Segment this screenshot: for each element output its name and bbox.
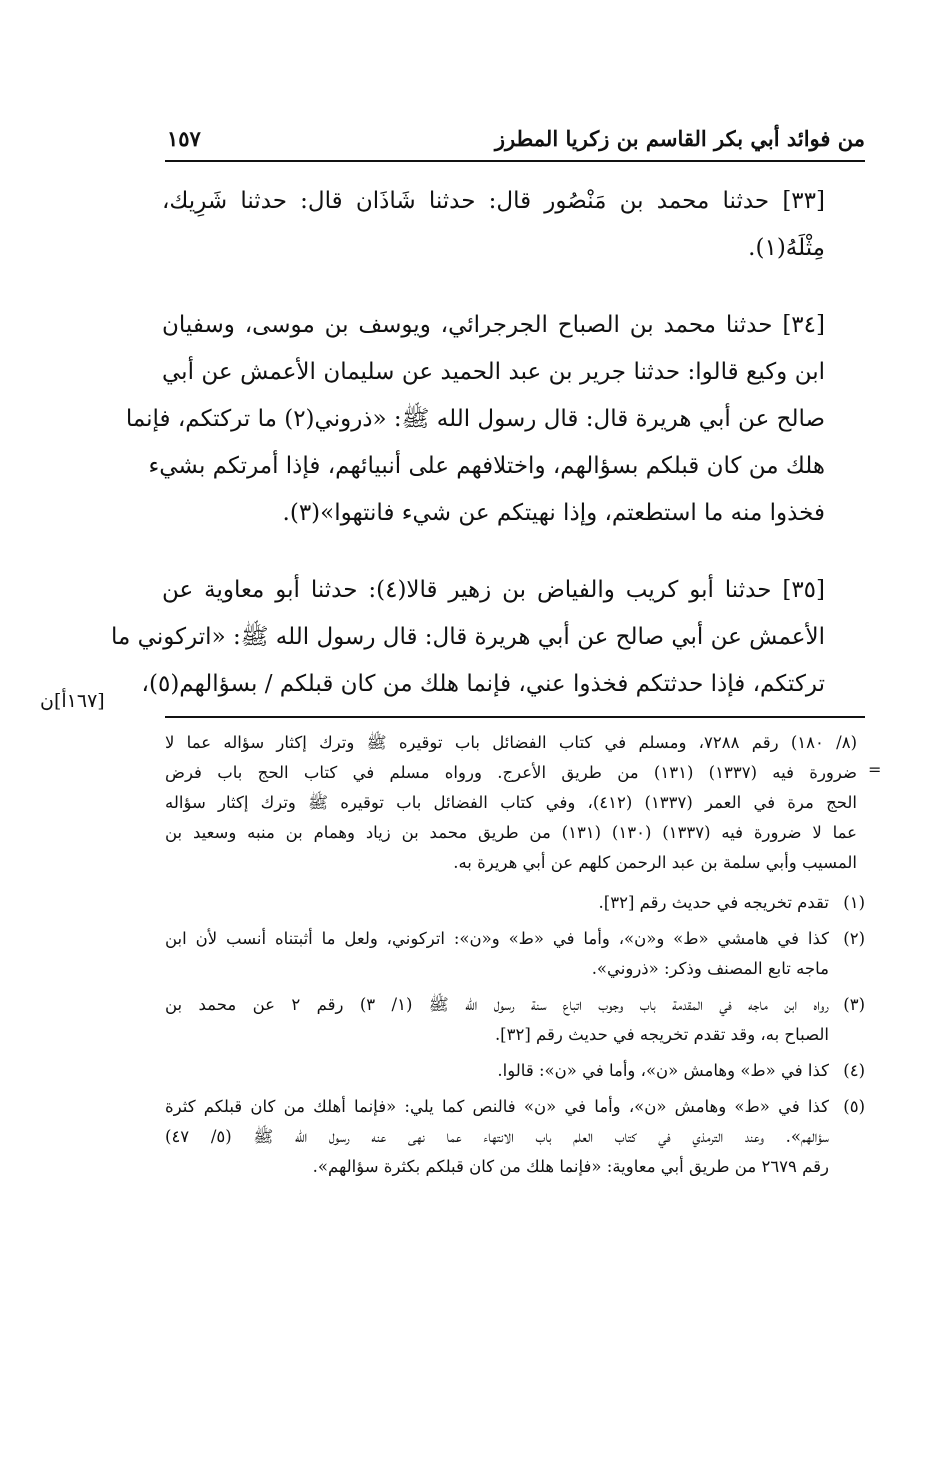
footnote-text — [165, 1092, 829, 1182]
footnote-text — [165, 888, 829, 918]
footnote-text — [165, 1056, 829, 1086]
text-line: [٣٤] حدثنا محمد بن الصباح الجرجرائي، ويوسف بن موسى، وسفيان — [162, 312, 825, 338]
text-line: مِثْلَهُ(١). — [748, 235, 825, 261]
footnote-line: الصباح به، وقد تقدم تخريجه في حديث رقم [٣٢]. — [494, 1025, 829, 1044]
footnote-number: (٥) — [843, 1097, 865, 1116]
footnote-number: (٤) — [843, 1061, 865, 1080]
header-title: من فوائد أبي بكر القاسم بن زكريا المطرز — [494, 126, 865, 151]
footnote-number: (١) — [843, 893, 865, 912]
continuation-marker: = — [868, 760, 882, 779]
footnote-number: (٣) — [843, 995, 865, 1014]
footnote-4 — [165, 1056, 865, 1086]
text-line: فخذوا منه ما استطعتم، وإذا نهيتكم عن شيء فانتهوا»(٣). — [282, 500, 825, 526]
footnote-divider — [165, 716, 865, 718]
footnote-line: سؤالهم». وعند الترمذي في كتاب العلم باب الانتهاء عما نهى عنه رسول الله ﷺ (٥/ ٤٧) — [165, 1127, 829, 1146]
text-line: صالح عن أبي هريرة قال: قال رسول الله ﷺ: «ذروني(٢) ما تركتكم، فإنما — [125, 406, 825, 432]
footnote-line: كذا في «ط» وهامش «ن»، وأما في «ن» فالنص كما يلي: «فإنما أهلك من كان قبلكم كثرة — [165, 1097, 829, 1116]
footnote-line: ضرورة فيه (١٣٣٧) (١٣١) من طريق الأعرج. ورواه مسلم في كتاب الحج باب فرض — [165, 763, 858, 782]
hadith-33 — [162, 178, 867, 272]
footnote-line: ماجه تابع المصنف وذكر: «ذروني». — [591, 959, 829, 978]
footnote-line: (٨/ ١٨٠) رقم ٧٢٨٨، ومسلم في كتاب الفضائل باب توقيره ﷺ وترك إكثار سؤاله عما لا — [165, 733, 857, 752]
footnote-text — [165, 924, 829, 984]
footnote-continuation — [165, 728, 865, 878]
text-line: هلك من كان قبلكم بسؤالهم، واختلافهم على أنبيائهم، فإذا أمرتكم بشيء — [148, 453, 825, 479]
footnote-line: رواه ابن ماجه في المقدمة باب وجوب اتباع سنة رسول الله ﷺ (١/ ٣) رقم ٢ عن محمد بن — [165, 995, 830, 1014]
running-header — [165, 120, 865, 162]
footnote-2 — [165, 924, 865, 984]
text-line: ابن وكيع قالوا: حدثنا جرير بن عبد الحميد عن سليمان الأعمش عن أبي — [162, 359, 825, 385]
footnote-1 — [165, 888, 865, 918]
text-line: [٣٣] حدثنا محمد بن مَنْصُور قال: حدثنا شَاذَان قال: حدثنا شَرِيك، — [162, 188, 825, 214]
footnote-text — [165, 990, 829, 1050]
footnote-line: المسيب وأبي سلمة بن عبد الرحمن كلهم عن أبي هريرة به. — [453, 853, 857, 872]
footnote-line: تقدم تخريجه في حديث رقم [٣٢]. — [598, 893, 829, 912]
text-line: تركتكم، فإذا حدثتكم فخذوا عني، فإنما هلك من كان قبلكم / بسؤالهم(٥)، — [141, 671, 825, 697]
text-line: الأعمش عن أبي صالح عن أبي هريرة قال: قال رسول الله ﷺ: «اتركوني ما — [111, 624, 825, 650]
footnote-line: رقم ٢٦٧٩ من طريق أبي معاوية: «فإنما هلك من كان قبلكم بكثرة سؤالهم». — [312, 1157, 829, 1176]
footnote-line: عما لا ضرورة فيه (١٣٣٧) (١٣٠) (١٣١) من طريق محمد بن زياد وهمام بن منبه وسعيد بن — [165, 823, 857, 842]
footnotes — [165, 728, 865, 1188]
text-line: [٣٥] حدثنا أبو كريب والفياض بن زهير قالا(٤): حدثنا أبو معاوية عن — [162, 577, 826, 603]
footnote-line: كذا في هامشي «ط» و«ن»، وأما في «ط» و«ن»: اتركوني، ولعل ما أثبتناه أنسب لأن ابن — [165, 929, 829, 948]
footnote-line: الحج مرة في العمر (١٣٣٧) (٤١٢)، وفي كتاب الفضائل باب توقيره ﷺ وترك إكثار سؤاله — [165, 793, 857, 812]
hadith-35 — [111, 567, 867, 708]
main-text — [111, 178, 867, 738]
hadith-34 — [125, 302, 867, 537]
footnote-line: كذا في «ط» وهامش «ن»، وأما في «ن»: قالوا. — [497, 1061, 829, 1080]
page-number: ١٥٧ — [167, 126, 201, 151]
footnote-number: (٢) — [843, 929, 865, 948]
footnote-3 — [165, 990, 865, 1050]
footnote-5 — [165, 1092, 865, 1182]
manuscript-folio-note: [١٦٧أ]ن — [40, 690, 105, 712]
